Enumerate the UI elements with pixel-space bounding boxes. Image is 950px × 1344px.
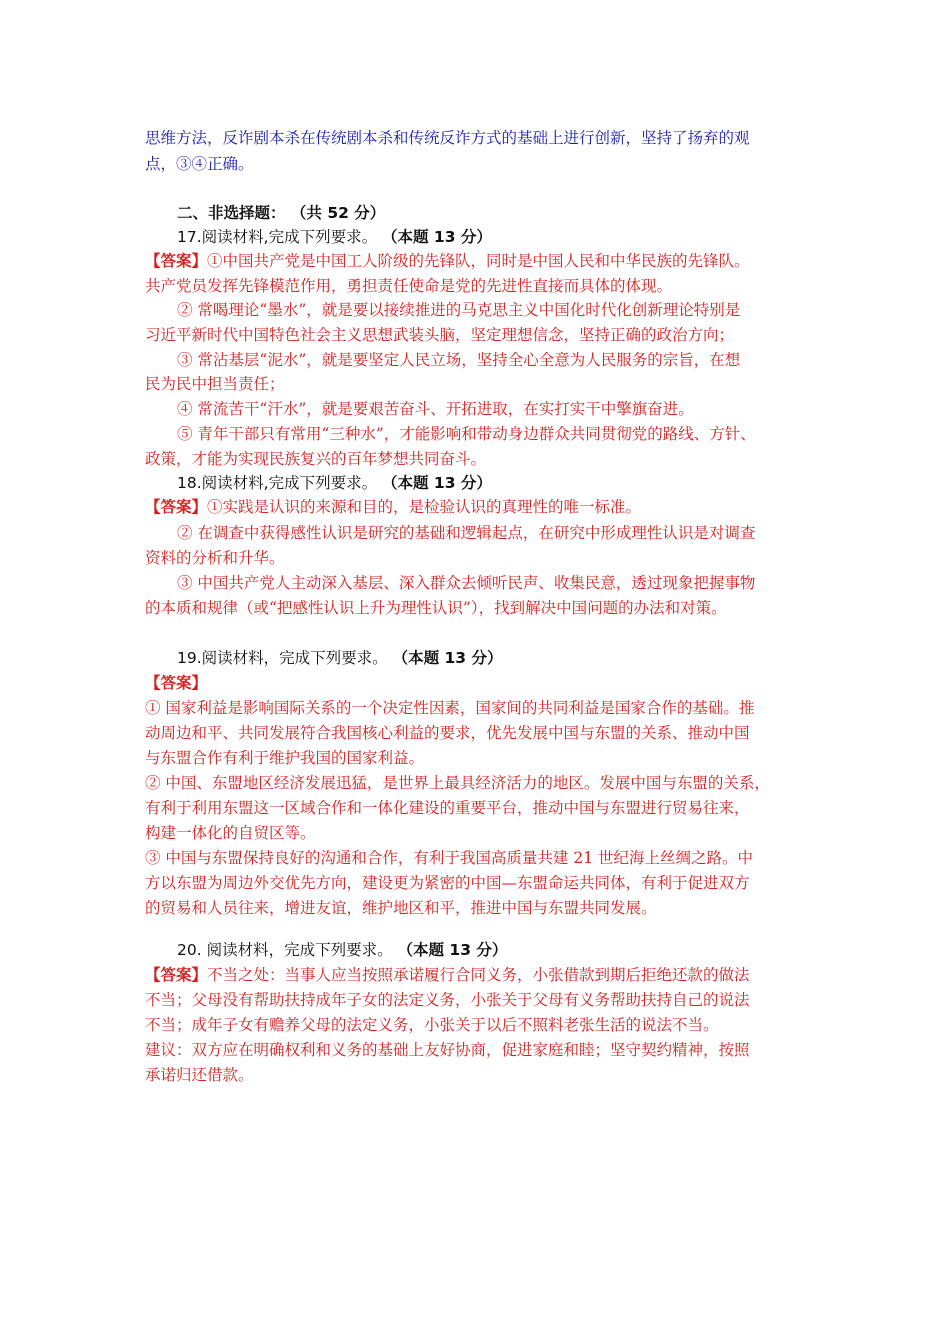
question-title-text: 19.阅读材料，完成下列要求。 (177, 649, 388, 667)
question-score: （本题 13 分） (382, 228, 492, 246)
answer-line: 政策，才能为实现民族复兴的百年梦想共同奋斗。 (145, 450, 487, 468)
answer-tag: 【答案】 (145, 673, 208, 692)
answer-text: ①实践是认识的来源和目的，是检验认识的真理性的唯一标准。 (207, 498, 642, 516)
answer-tag: 【答案】 (145, 497, 208, 516)
question-score: （本题 13 分） (382, 474, 492, 492)
answer-line: ② 中国、东盟地区经济发展迅猛，是世界上最具经济活力的地区。发展中国与东盟的关系， (145, 774, 770, 792)
question-18-title (177, 473, 492, 493)
answer-tag: 【答案】 (145, 251, 208, 270)
intro-line: 思维方法，反诈剧本杀在传统剧本杀和传统反诈方式的基础上进行创新，坚持了扬弃的观 (145, 129, 750, 147)
answer-line: ② 在调查中获得感性认识是研究的基础和逻辑起点，在研究中形成理性认识是对调查 (177, 524, 756, 542)
intro-line: 点，③④正确。 (145, 155, 254, 173)
section-score: （共 52 分） (290, 204, 386, 222)
answer-line: 民为民中担当责任； (145, 375, 285, 393)
section-title: 二、非选择题： (177, 203, 286, 222)
answer-line: 的贸易和人员往来，增进友谊，维护地区和平，推进中国与东盟共同发展。 (145, 899, 657, 917)
answer-tag: 【答案】 (145, 965, 208, 984)
answer-line: ③ 常沾基层“泥水”，就是要坚定人民立场，坚持全心全意为人民服务的宗旨，在想 (177, 351, 741, 369)
answer-text: ①中国共产党是中国工人阶级的先锋队，同时是中国人民和中华民族的先锋队。 (207, 252, 750, 270)
question-title-text: 20. 阅读材料，完成下列要求。 (177, 941, 393, 959)
answer-line: 资料的分析和升华。 (145, 549, 285, 567)
answer-line (145, 965, 750, 985)
answer-line (145, 251, 750, 271)
question-score: （本题 13 分） (392, 649, 503, 667)
question-score: （本题 13 分） (397, 941, 508, 959)
answer-line: ③ 中国共产党人主动深入基层、深入群众去倾听民声、收集民意，透过现象把握事物 (177, 574, 756, 592)
section-header (177, 203, 385, 223)
answer-line: 建议：双方应在明确权利和义务的基础上友好协商，促进家庭和睦；坚守契约精神，按照 (145, 1041, 750, 1059)
answer-line: 构建一体化的自贸区等。 (145, 824, 316, 842)
answer-line: ② 常喝理论“墨水”，就是要以接续推进的马克思主义中国化时代化创新理论特别是 (177, 301, 741, 319)
answer-line: 与东盟合作有利于维护我国的国家利益。 (145, 749, 425, 767)
answer-line: 方以东盟为周边外交优先方向，建设更为紧密的中国—东盟命运共同体，有利于促进双方 (145, 874, 750, 892)
answer-line: 不当；父母没有帮助扶持成年子女的法定义务，小张关于父母有义务帮助扶持自己的说法 (145, 991, 750, 1009)
answer-line (145, 497, 641, 517)
question-17-title (177, 227, 492, 247)
answer-line: ⑤ 青年干部只有常用“三种水”，才能影响和带动身边群众共同贯彻党的路线、方针、 (177, 425, 756, 443)
answer-line: 习近平新时代中国特色社会主义思想武装头脑，坚定理想信念，坚持正确的政治方向； (145, 326, 735, 344)
answer-line: 有利于利用东盟这一区域合作和一体化建设的重要平台，推动中国与东盟进行贸易往来， (145, 799, 750, 817)
question-title-text: 18.阅读材料,完成下列要求。 (177, 474, 378, 492)
answer-line: 不当；成年子女有赡养父母的法定义务，小张关于以后不照料老张生活的说法不当。 (145, 1016, 719, 1034)
answer-text: 不当之处：当事人应当按照承诺履行合同义务，小张借款到期后拒绝还款的做法 (207, 966, 750, 984)
question-19-title (177, 648, 502, 668)
answer-line: 共产党员发挥先锋模范作用，勇担责任使命是党的先进性直接而具体的体现。 (145, 277, 673, 295)
answer-line: ③ 中国与东盟保持良好的沟通和合作，有利于我国高质量共建 21 世纪海上丝绸之路。中 (145, 849, 754, 867)
answer-line: ④ 常流苦干“汗水”，就是要艰苦奋斗、开拓进取，在实打实干中擎旗奋进。 (177, 400, 694, 418)
answer-line: ① 国家利益是影响国际关系的一个决定性因素，国家间的共同利益是国家合作的基础。推 (145, 699, 755, 717)
answer-line: 的本质和规律（或“把感性认识上升为理性认识”），找到解决中国问题的办法和对策。 (145, 599, 727, 617)
question-20-title (177, 940, 507, 960)
answer-line: 承诺归还借款。 (145, 1066, 254, 1084)
answer-line: 动周边和平、共同发展符合我国核心利益的要求，优先发展中国与东盟的关系、推动中国 (145, 724, 750, 742)
question-title-text: 17.阅读材料,完成下列要求。 (177, 228, 378, 246)
